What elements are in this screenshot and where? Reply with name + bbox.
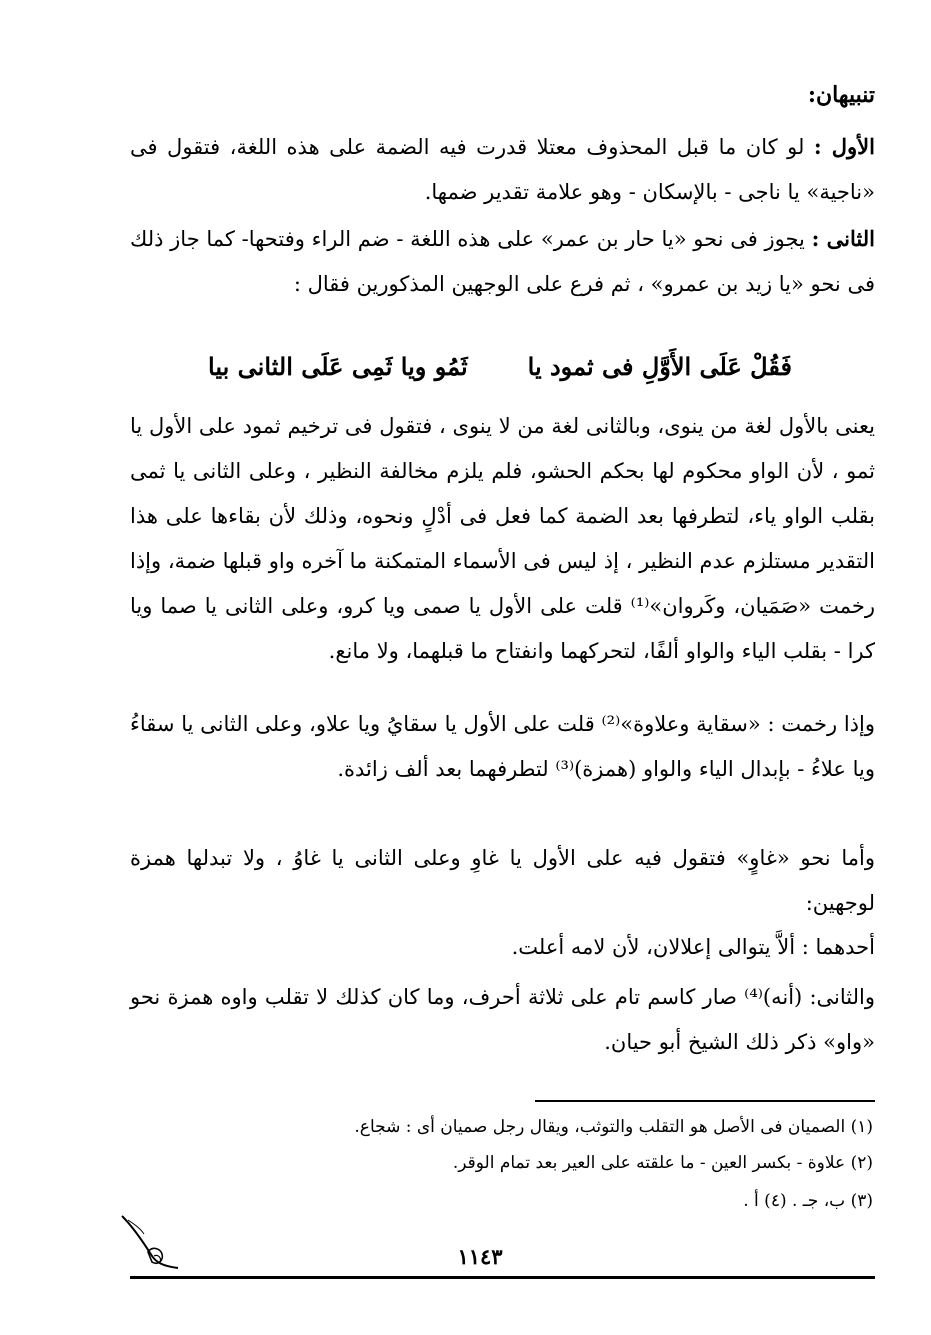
poem-verse xyxy=(150,345,850,389)
bottom-rule xyxy=(130,1276,875,1279)
paragraph-reason-two: والثانى: (أنه)⁽⁴⁾ صار كاسم تام على ثلاثة أحرف، وما كان كذلك لا تقلب واوه همزة نحو «واو» ذكر ذلك الشيخ أبو حيان. xyxy=(130,985,875,1054)
page-number: ١١٤٣ xyxy=(457,1244,503,1269)
paragraph-text: لو كان ما قبل المحذوف معتلا قدرت فيه الضمة على هذه اللغة، فتقول فى «ناجية» يا ناجى - بالإسكان - وهو علامة تقدير ضمها. xyxy=(130,135,875,204)
paragraph-second-note xyxy=(130,216,875,307)
verse-first-hemistich: فَقُلْ عَلَى الأَوَّلِ فى ثمود يا xyxy=(527,352,792,381)
paragraph-sqaya: وإذا رخمت : «سقاية وعلاوة»⁽²⁾ قلت على الأول يا سقايُ ويا علاو، وعلى الثانى يا سقاءُ ويا علاءُ - بإبدال الياء والواو (همزة)⁽³⁾ لتطرفهما بعد ألف زائدة. xyxy=(130,712,875,781)
footnote-1: (١) الصميان فى الأصل هو التقلب والتوثب، ويقال رجل صميان أى : شجاع. xyxy=(354,1117,873,1137)
paragraph-reason-one: أحدهما : ألاَّ يتوالى إعلالان، لأن لامه أعلت. xyxy=(511,935,875,959)
paragraph-first-note xyxy=(130,124,875,215)
paragraph-text: يجوز فى نحو «يا حار بن عمر» على هذه اللغة - ضم الراء وفتحها- كما جاز ذلك فى نحو «يا زيد بن عمرو» ، ثم فرع على الوجهين المذكورين فقال : xyxy=(130,227,875,296)
footnote-2: (٢) علاوة - بكسر العين - ما علقته على العير بعد تمام الوقر. xyxy=(452,1153,873,1173)
footnote-3: (٣) ب، جـ . (٤) أ . xyxy=(743,1191,873,1211)
paragraph-lead: الثانى : xyxy=(811,226,875,251)
paragraph-ghaw: وأما نحو «غاوٍ» فتقول فيه على الأول يا غاوِ وعلى الثانى يا غاوُ ، ولا تبدلها همزة لوجهين: xyxy=(130,846,875,915)
footnote-separator xyxy=(535,1100,875,1102)
section-heading: تنبيهان: xyxy=(807,82,875,108)
paragraph-commentary: يعنى بالأول لغة من ينوى، وبالثانى لغة من لا ينوى ، فتقول فى ترخيم ثمود على الأول يا ثمو ، لأن الواو محكوم لها بحكم الحشو، فلم يلزم مخالفة النظير ، وعلى الثانى يا ثمى بقلب الواو ياء، لتطرفها بعد الضمة كما فعل فى أدْلٍ ونحوه، وذلك لأن بقاءها على هذا التقدير مستلزم عدم النظير ، إذ ليس فى الأسماء المتمكنة ما آخره واو قبلها ضمة، وإذا رخمت «صَمَيان، وكَروان»⁽¹⁾ قلت على الأول يا صمى ويا كرو، وعلى الثانى يا صما ويا كرا - بقلب الياء والواو ألفًا، لتحركهما وانفتاح ما قبلهما، ولا مانع. xyxy=(130,414,875,663)
verse-second-hemistich: ثَمُو ويا ثَمِى عَلَى الثانى بيا xyxy=(208,352,468,381)
quill-icon xyxy=(118,1212,188,1274)
paragraph-lead: الأول : xyxy=(813,134,875,159)
